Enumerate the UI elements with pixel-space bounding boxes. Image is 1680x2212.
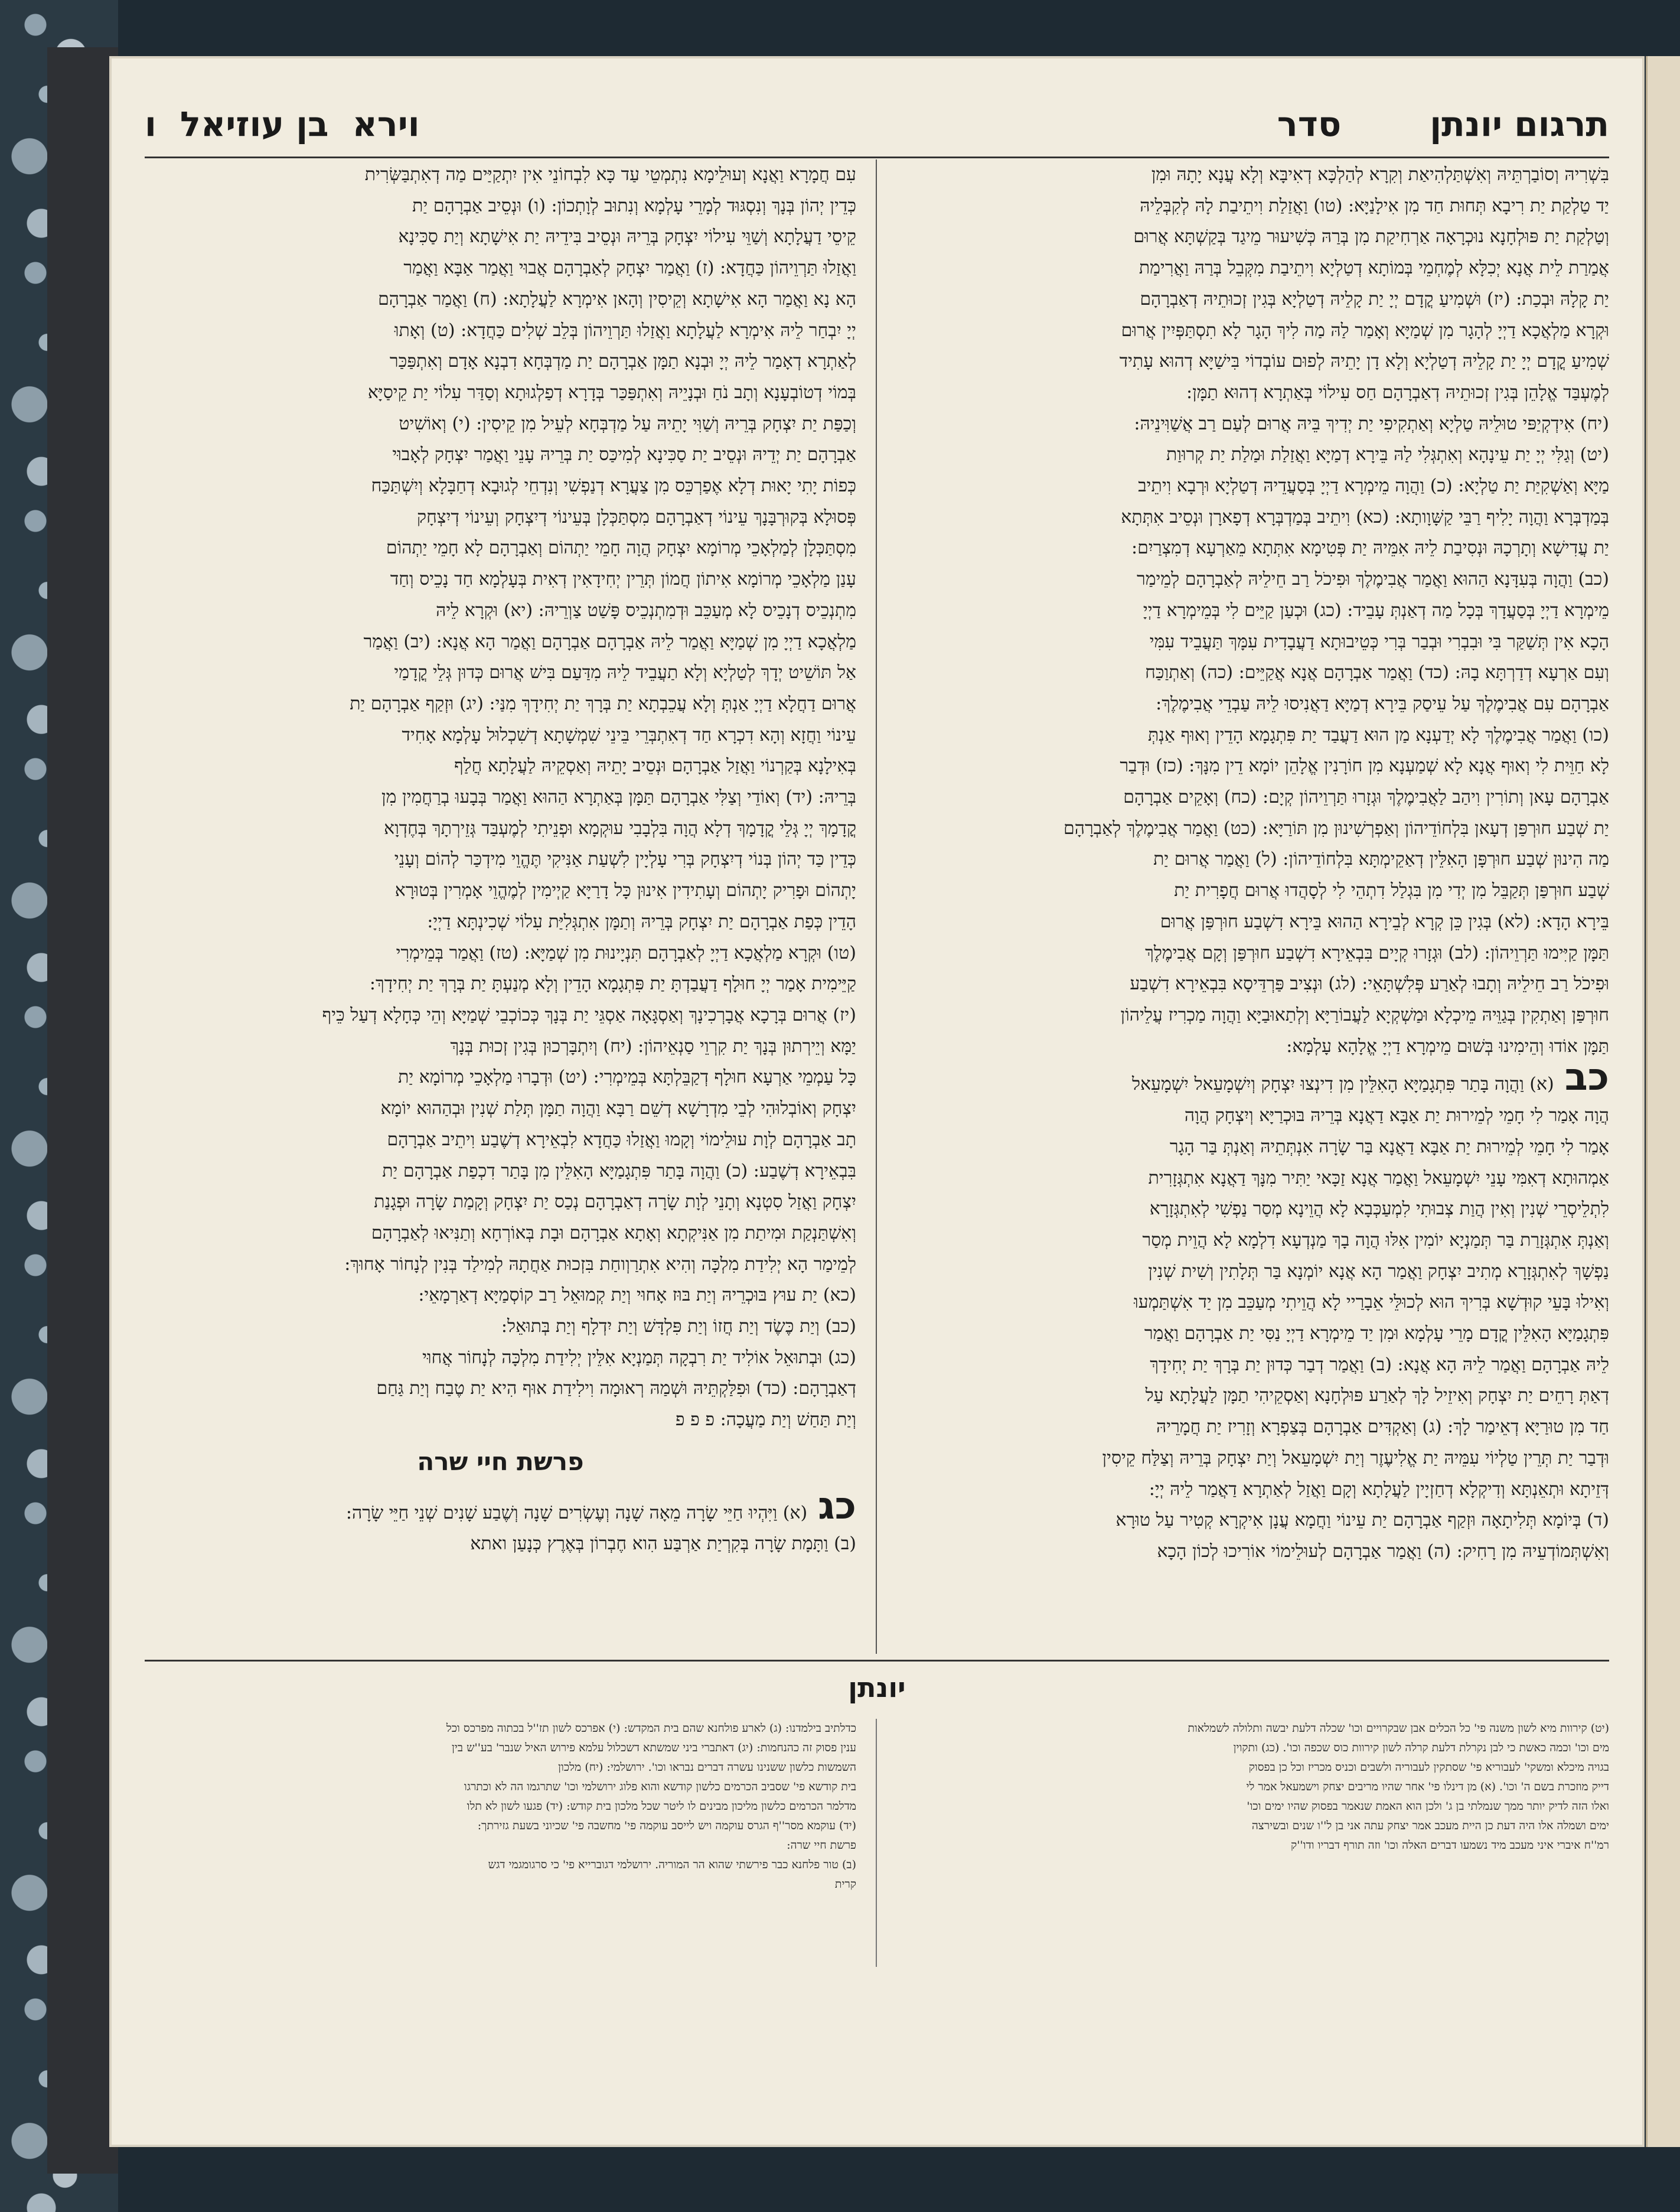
text-line: תָב אַבְרָהָם לְוָת עוּלֵימוֹי וְקָמוּ וַאֲזַלוּ כַּחֲדָא לִבְאֵירָא דְשֶׁבַע וִיתֵיב אַבְרָהָם [387, 1129, 856, 1150]
text-line: חַד מִן טוּרַיָּא דְאֵימַר לָךְ: (ג) וְאַקְדִּים אַבְרָהָם בְּצַפְרָא וְזָרִיז יַת חֲמָרֵיהּ [1156, 1416, 1609, 1438]
commentary-title: יונתן [848, 1672, 906, 1703]
text-line: יַמָּא וְיֵירְתוּן בְּנָךְ יַת קִרְוֵי סַנְאֵיהוֹן: (יח) וְיִתְבָּרְכוּן בְּגִין זְכוּת בְּנָךְ [450, 1035, 856, 1057]
text-line: (כו) וַאֲמַר אֲבִימֶלֶךְ לָא יְדַעְנָא מַן הוּא דַעֲבַד יַת פִּתְגָמָא הָדֵין וְאוּף אַנְתְּ [1148, 724, 1609, 745]
text-line: אַבְרָהָם עִם אֲבִימֶלֶךְ עַל עֵיסַק בֵּירָא דְמַיָּא דַאֲנִיסוּ לֵיהּ עַבְדֵי אֲבִימֶלֶךְ: [1156, 693, 1609, 714]
text-column-right [898, 159, 1609, 1654]
text-line: בית קודשא פי' שסביב הכרמים כלשון קודשא והוא פלוג ירושלמי וכו' שתרגמו הה לא וכתרגו [464, 1780, 856, 1793]
text-line: יָתְהוֹם וּפָרִיק יָתְהוֹם וְעָתִידִין אִינוּן כָּל דָרַיָּא קַיְימִין לְמֶהֱוֵי אָמְרִין בְּטוּרָא [394, 880, 856, 901]
text-line: אָמַר לִי חָמֵי לְמֵירוּת יַת אַבָּא דַאֲנָא בַּר שָׂרָה אִנְתְּתֵיהּ וְאַנְתְּ בַּר הָגָר [1169, 1136, 1609, 1157]
text-line: וְאַנְתְּ אִתְגְּזָרַת בַּר תְּמַנְיָא יוֹמִין אִלּוּ הֲוָה בָךְ מַנְדְעָא דִלְמָא לָא הֲוֵית מְסַר [1142, 1229, 1609, 1250]
text-line: קרית [834, 1878, 856, 1891]
text-line: (א) וַיִּהְיוּ חַיֵּי שָׂרָה מֵאָה שָׁנָה וְעֶשְׂרִים שָׁנָה וְשֶׁבַע שָׁנִים שְׁנֵי חַיֵּי שָׂרָה: [345, 1502, 808, 1523]
text-line: בְּאִילָנָא בְּקַרְנוֹי וַאֲזַל אַבְרָהָם וּנְסֵיב יָתֵיהּ וְאַסְקֵיהּ לַעֲלָתָא חֲלַף [454, 755, 856, 777]
text-line: כְּדֵין יְהוֹן בְּנָךְ וְנִסְגּוּד לְמָרֵי עָלְמָא וְנִתוּב לְוָתְכוֹן: (ו) וּנְסֵיב אַבְרָהָם יַת [412, 195, 856, 216]
text-line: (כא) יַת עוּץ בּוּכְרֵיהּ וְיַת בּוּז אָחוּי וְיַת קְמוּאֵל רַב קוֹסְמַיָּא דְאַרְמָאֵי: [418, 1285, 856, 1306]
text-line: יְיָ יִבְחַר לֵיהּ אִימְרָא לַעֲלָתָא וַאֲזַלוּ תַּרְוֵיהוֹן בְּלֵב שְׁלִים כַּחֲדָא: (ט) וְאָתוּ [394, 320, 856, 341]
header-left-title: בן עוזיאל [180, 104, 329, 144]
text-line: יַת עֲדִישָׁא וְתָרְכָהּ וּנְסִיבַת לֵיהּ אִמֵּיהּ יַת פְּטִימָא אִתְּתָא מֵאַרְעָא דְמִצְרַיִם: [1131, 537, 1609, 559]
text-line: בֵּירָא הָדָא: (לא) בְּגִין כֵּן קְרָא לְבֵירָא הַהוּא בֵּירָא דִשְׁבַע חוּרְפַּן אֲרוּם [1160, 911, 1609, 932]
text-line: (כב) וְיַת כֶּשֶׂד וְיַת חֲזוֹ וְיַת פִּלְדָּשׁ וְיַת יִדְלָף וְיַת בְּתוּאֵל: [501, 1316, 856, 1337]
running-header [145, 92, 1609, 157]
text-line: כדלתיב בילמדנו: (ג) לארע פולחנא שהם בית המקדש: (י) אפרכס לשון תז''ל בכתוה מפרכס וכל [446, 1722, 856, 1735]
main-text-area [145, 159, 1609, 1654]
text-line: (יד) עוקמא מסר''ף הגרס עוקמה ויש לייסב עוקמה פי' מחשבה פי' שכיוני בשעת גזירתך: [477, 1819, 856, 1832]
text-line: פִּתְגָמַיָּא הָאִלֵּין קֳדָם מָרֵי עָלְמָא וּמִן יַד מֵימְרָא דַיְיָ נַסִּי יַת אַבְרָהָם וַאֲמַר [1144, 1323, 1609, 1344]
text-line: ימים ושמלה אלו היה דעת כן היית מעכב אמר יצחק עתה אני בן ל''ו שנים ובשירצה [1251, 1819, 1609, 1832]
text-line: וּדְבַר יַת תְּרֵין טַלְיוֹי עִמֵּיהּ יַת אֱלִיעֶזֶר וְיַת יִשְׁמָעֵאל וְיַת יִצְחָק בְּרֵיהּ וְצַלַּח קֵיסִין [1102, 1447, 1609, 1468]
text-line: מדלמר הכרמים כלשון מליכון מבינים לו ליטר שכל מלכון בית קודש: (יד) פגעו לשון לא תלו [467, 1800, 856, 1813]
chapter-marker-line [898, 1062, 1609, 1100]
text-line: שְׁמִיעַ קֳדָם יְיָ יַת קָלֵיהּ דְטַלְיָא וְלָא דָן יָתֵיהּ לְפוּם עוֹבְדוֹי בִּישַׁיָּא דְהוּא עָתִיד [1119, 351, 1609, 372]
text-line: וּפִיכֹל רַב חֵילֵיהּ וְתָבוּ לְאַרַע פְּלִשְׁתָּאֵי: (לג) וּנְצִיב פַּרְדֵּיסָא בִּבְאֵירָא דִשְׁבַע [1130, 973, 1609, 995]
text-line: אֲרוּם דַחֲלָא דַיְיָ אַנְתְּ וְלָא עֲכֵבְתָא יַת בְּרָךְ יַת יְחִידָךְ מִנַּי: (יג) וּזְקַף אַבְרָהָם יַת [350, 693, 856, 714]
left-column-lines [145, 159, 856, 1436]
text-line: בִּבְאֵירָא דְשֶׁבַע: (כ) וַהֲוָה בָּתַר פִּתְגָמַיָּא הָאִלֵּין מִן בָּתַר דִכְפַת אַבְרָהָם יַת [382, 1160, 856, 1181]
text-line: (ב) טור פלחנא כבר פירשתי שהוא הר המוריה. ירושלמי דגוברייא פי' כי סרגומגמי דגש [488, 1858, 856, 1871]
text-line: אַל תּוֹשֵׁיט יְדָךְ לְטַלְיָא וְלָא תַעֲבֵיד לֵיהּ מִדַּעַם בִּישׁ אֲרוּם כְּדוּן גְּלֵי קֳדָמַי [394, 662, 856, 683]
text-line: אַמְהוּתָא דְאִמִּי עָנֵי יִשְׁמָעֵאל וַאֲמַר אֲנָא זַכָּאי יַתִּיר מִנָּךְ דַאֲנָא אִתְגְּזָרִית [1148, 1167, 1609, 1188]
header-rule [145, 157, 1609, 158]
right-column-lines-after [898, 1100, 1609, 1568]
text-line: בגויה מיכלא ומשקי' לעבוריא פי' שסתקין לעבוריה ולשבים וכניס מכריז וכל כן בפסוק [1248, 1761, 1609, 1774]
text-line: דייק מוזכרת בשם ה' וכו'. (א) מן דינלו פי' אחר שהיו מריבים יצחק וישמעאל אמר לי [1246, 1780, 1609, 1793]
text-line: עָנַן מַלְאָכֵי מְרוֹמָא אִיתוֹן חֲמוֹן תְּרֵין יְחִידָאִין דְאִית בְּעָלְמָא חַד נָכֵיס וְחַד [390, 569, 856, 590]
text-line: (טו) וּקְרָא מַלְאֲכָא דַיְיָ לְאַבְרָהָם תִּנְיָינוּת מִן שְׁמַיָּא: (טז) וַאֲמַר בְּמֵימְרִי [396, 942, 856, 963]
text-line: לְמֶעְבַּד אֱלָהֵן בְּגִין זְכוּתֵיהּ דְאַבְרָהָם חַס עִילוֹי בְּאַתְרָא דְהוּא תַמָּן: [1186, 382, 1609, 403]
text-line: נַפְשָׁךְ לְאִתְגְּזָרָא מְתִיב יִצְחָק וַאֲמַר הָא אֲנָא יוֹמְנָא בַּר תְּלָתִין וְשִׁית שְׁנִין [1148, 1260, 1609, 1282]
text-line: חוּרְפַּן וְאַתְקִין בְּגַוֵּיהּ מֵיכְלָא וּמַשְׁקְיָא לַעֲבוֹרַיָּא וְלְתַאוּבַיָּא וַהֲוָה מַכְרִיז עֲלֵיהוֹן [1120, 1004, 1609, 1025]
text-line: כָּל עַמְמֵי אַרְעָא חוּלָף דְקַבֵּלְתָּא בְּמֵימְרִי: (יט) וּדְבָרוּ מַלְאָכֵי מְרוֹמָא יַת [398, 1067, 856, 1088]
chapter-marker-line [145, 1491, 856, 1529]
text-line: עֵינוֹי וַחֲזָא וְהָא דִכְרָא חַד דְאִתְבְּרֵי בֵּינֵי שִׁמְשָׁתָא דְשִׁכְלוּל עָלְמָא אָחִיד [402, 724, 856, 745]
text-line: שְׁבַע חוּרְפַּן תְּקַבֵּל מִן יְדִי מִן בִּגְלַל דִתְהֵי לִי לְסָהֲדוּ אֲרוּם חֲפָרִית יַת [1174, 880, 1609, 901]
text-line: יַת קָלָהּ וּבְכַת: (יז) וּשְׁמִיעַ קֳדָם יְיָ יַת קָלֵיהּ דְטַלְיָא בְּגִין זְכוּתֵיהּ דְאַבְרָהָם [1140, 288, 1609, 310]
text-line: עִם חֲמָרָא וַאֲנָא וְעוּלֵימָא נִתְמְטֵי עַד כָּא לִבְחוֹנֵי אִין יִתְקַיַּים מַה דְאִתְבַּשְּׂרִית [364, 164, 856, 185]
text-line: לָא חַוֵּית לִי וְאוּף אֲנָא לָא שְׁמַעְנָא מִן חוֹרָנִין אֱלָהֵן יוֹמָא דֵין מִנָּךְ: (כז) וּדְבַר [1120, 755, 1609, 777]
text-line: דְאַבְרָהָם: (כד) וּפִלַּקְתֵּיהּ וּשְׁמַהּ רְאוּמָה וִילִידַת אוּף הִיא יַת טֶבַח וְיַת גַּחַם [376, 1378, 856, 1399]
text-line: וְעִם אַרְעָא דְדַרְתָּא בָהּ: (כד) וַאֲמַר אַבְרָהָם אֲנָא אֲקַיֵּים: (כה) וְאַתְוַכַּח [1145, 662, 1609, 683]
text-column-left [145, 159, 856, 1654]
header-parasha: וירא [352, 104, 420, 144]
text-line: מִתְנְכֵיס דְנָכֵיס לָא מְעַכֵּב וּדְמִתְנְכֵיס פָּשַׁט צַוְרֵיהּ: (יא) וּקְרָא לֵיהּ [436, 600, 856, 621]
text-line: ואלו הזה לדיק יותר ממך שנמלתי בן ג' ולכן הוא האמת שנאמר בפסוק שהיו ימים וכו' [1247, 1800, 1609, 1813]
header-left-group [145, 104, 420, 144]
text-line: מַלְאֲכָא דַיְיָ מִן שְׁמַיָּא וַאֲמַר לֵיהּ אַבְרָהָם אַבְרָהָם וַאֲמַר הָא אֲנָא: (יב) וַאֲמַר [363, 631, 856, 652]
book-page [109, 56, 1645, 2147]
text-line: (ד) בְּיוֹמָא תְּלִיתָאָה וּזְקַף אַבְרָהָם יַת עֵינוֹי וַחֲמָא עֲנָן אִיקְרָא קְטִיר עַל טוּרָא [1115, 1510, 1609, 1531]
text-line: מים וכו' וכמה כאשת כי לבן נקרלת דלעת קרלה לשון קירוות כוס שכפה וכו'. (כג) ותקוין [1233, 1741, 1609, 1754]
commentary-notes [145, 1719, 1609, 1967]
commentary-rule [145, 1660, 1609, 1662]
header-center-title: סדר [1277, 104, 1342, 144]
text-line: לֵיהּ אַבְרָהָם וַאֲמַר לֵיהּ הָא אֲנָא: (ב) וַאֲמַר דְבַר כְּדוּן יַת בְּרָךְ יַת יְחִידָךְ [1150, 1354, 1609, 1375]
text-line: לְאַתְרָא דְאָמַר לֵיהּ יְיָ וּבְנָא תַמָּן אַבְרָהָם יַת מַדְבְּחָא דִבְנָא אָדָם וְאִתְפַּכַּר [389, 351, 856, 372]
text-line: (א) וַהֲוָה בָּתַר פִּתְגָמַיָּא הָאִלֵּין מִן דִינְצוּ יִצְחָק וְיִשְׁמָעֵאל יִשְׁמָעֵאל [1132, 1074, 1554, 1095]
book-spine-edge [47, 47, 118, 2174]
parasha-heading: פרשת חיי שרה [417, 1447, 584, 1476]
text-line: וְיַת תַּחַשׁ וְיַת מַעֲכָה: פ פ פ [675, 1409, 856, 1431]
text-line: הֲוָה אָמַר לִי חָמֵי לְמֵירוּת יַת אַבָּא דַאֲנָא בְּרֵיהּ בּוּכְרַיָּא וְיִצְחָק הֲוָה [1184, 1105, 1609, 1126]
text-line: (ב) וַתָּמָת שָׂרָה בְּקִרְיַת אַרְבַּע הִוא חֶבְרוֹן בְּאֶרֶץ כְּנָעַן ואתא [470, 1533, 856, 1555]
text-line: וּקְרָא מַלְאֲכָא דַיְיָ לְהָגָר מִן שְׁמַיָּא וְאָמַר לַהּ מַה לִיךְ הָגָר לָא תִסְתַּפְּיִין אֲרוּם [1121, 320, 1609, 341]
column-divider [876, 159, 877, 1654]
text-line: לְמֵימַר הָא יְלִידַת מִלְכָּה וְהִיא אִתְרַוְוחַת בִּזְכוּת אַחֲתָהּ לְמִילַד בְּנִין לְנָחוֹר אָחוּךְ: [344, 1253, 856, 1275]
header-right-group [1277, 104, 1609, 144]
text-line: הָא נָא וַאֲמַר הָא אִישָׁתָא וְקֵיסִין וְהָאן אִימְרָא לַעֲלָתָא: (ח) וַאֲמַר אַבְרָהָם [378, 288, 856, 310]
header-right-title: תרגום יונתן [1430, 104, 1609, 144]
text-line: אַבְרָהָם יַת יְדֵיהּ וּנְסֵיב יַת סַכִּינָא לְמִיכַּס יַת בְּרֵיהּ עָנֵי וַאֲמַר יִצְחָק לְאָבוּי [392, 444, 856, 465]
next-page-edge [1646, 56, 1680, 2147]
text-line: וְאִשְׁתְּמוֹדְעֵיהּ מִן רָחִיק: (ה) וַאֲמַר אַבְרָהָם לְעוּלֵימוֹי אוֹרִיכוּ לְכוֹן הָכָא [1157, 1540, 1609, 1562]
text-line: (יז) אֲרוּם בְּרָכָא אֲבָרְכִינָךְ וְאַסְגָּאָה אַסְגֵּי יַת בְּנָךְ כְּכוֹכְבֵי שְׁמַיָּא וְהֵי כְּחָלָא דְעַל כֵּיף [322, 1004, 856, 1025]
text-line: קֳדָמָךְ יְיָ גְּלֵי קֳדָמָךְ דְלָא הֲוָה בִּלְבָבִי עוּקְמָא וּפְנֵיתִי לְמֶעְבַּד גְּזֵירְתָךְ בְּחֶדְוָא [384, 817, 856, 839]
text-line: בִּשְׁרִיהּ וְסוֹבַרְתֵּיהּ וְאִשְׁתַּלְהִיאַת וְקִרָא לְהַלְכָּא דְאִיבָּא וְלָא עֲנָא יָתָהּ וּמִן [1151, 164, 1609, 185]
text-line: יַת שְׁבַע חוּרְפַּן דְעָאן בִּלְחוֹדֵיהוֹן וְאַפְרְשִׁינוּן מִן תּוֹרַיָּא: (כט) וַאֲמַר אֲבִימֶלֶךְ לְאַבְרָהָם [1063, 817, 1609, 839]
text-line: (יח) אִידְקְיַפּי טוּלֵיהּ טַלְיָא וְאַתְקִיפִי יַת יְדִיךְ בֵּיהּ אֲרוּם לְעַם רַב אֲשַׁוִּינֵיהּ: [1134, 413, 1609, 434]
text-line: תַּמָּן קַיִּימוּ תַּרְוֵיהוֹן: (לב) וּגְזָרוּ קְיָים בִּבְאֵירָא דִשְׁבַע חוּרְפַּן וְקָם אֲבִימֶלֶךְ [1145, 942, 1609, 963]
chapter-marker-22: כב [1564, 1062, 1609, 1100]
text-line: בְּמַדְבְּרָא וַהֲוָה יָלִיף רַבֵּי קַשָּׁוָותָא: (כא) וִיתֵיב בְּמַדְבְּרָא דְפָארָן וּנְסֵיב אִתְּתָא [1121, 506, 1609, 527]
commentary-column-right [898, 1719, 1609, 1967]
text-line: וְכַפַּת יַת יִצְחָק בְּרֵיהּ וְשַׁוִּי יָתֵיהּ עַל מַדְבְּחָא לְעֵיל מִן קֵיסִין: (י) וְאוֹשִׁיט [399, 413, 856, 434]
text-line: (כג) וּבְתוּאֵל אוֹלִיד יַת רִבְקָה תְּמַנְיָא אִלֵּין יְלִידַת מִלְכָּה לְנָחוֹר אֲחוּי [422, 1347, 856, 1368]
text-line: מֵימְרָא דַיְיָ בְּסַעֲדָךְ בְּכָל מַה דְאַנְתְּ עָבֵיד: (כג) וּכְעַן קַיֵּים לִי בְּמֵימְרָא דַיְיָ [1143, 600, 1609, 621]
text-line: וַאֲזַלוּ תַּרְוֵיהוֹן כַּחֲדָא: (ז) וַאֲמַר יִצְחָק לְאַבְרָהָם אֲבוּי וַאֲמַר אַבָּא וַאֲמַר [403, 258, 856, 279]
text-line: ענין פסוק זה כהנחמות: (יג) דאתברי ביני שמשתא דשכלול עלמא פירוש האיל שנבר' בע''ש בין [452, 1741, 856, 1754]
text-line: מִסְתַּכְּלָן לְמַלְאָכֵי מְרוֹמָא יִצְחָק הֲוָה חָמֵי יַתְהוֹם וְאַבְרָהָם לָא חָמֵי יַתְהוֹם [386, 537, 856, 559]
text-line: תַּמָּן אוֹדוּ וְהֵימִינוּ בְּשׁוּם מֵימְרָא דַיְיָ אֱלָהָא עָלְמָא: [1286, 1035, 1609, 1057]
text-line: וְאִילוּ בָּעֵי קוּדְשָׁא בְּרִיךְ הוּא לְכוּלֵּי אֵבָרַיי לָא הֲוֵיתִי מְעַכֵּב מִן יַד אִשְׁתַּמְעוּ [1134, 1292, 1609, 1313]
text-line: בְּמוֹי דְטוֹבְעָנָא וְתָב נֹחַ וּבְנָיֵיהּ וְאִתְפַּכַּר בְּדָרָא דְפַלְגוּתָא וְסַדַּר עִלוֹי יַת קֵיסַיָּא [367, 382, 856, 403]
text-line: יִצְחָק וַאֲזַל סִטְנָא וְתָנֵי לְוָת שָׂרָה דְאַבְרָהָם נְכַס יַת יִצְחָק וְקָמַת שָׂרָה וּפְגָנַת [374, 1191, 856, 1213]
text-line: כְּפוֹת יָתִי יָאוּת דְלָא אֶפַרְכֵּס מִן צַעֲרָא דְנַפְשִׁי וְנִדְחֵי לְגוּבָא דְחַבָּלָא וְיִשְׁתַּכַּח [371, 475, 856, 497]
text-line: דְאַתְּ רָחֵים יַת יִצְחָק וְאִיזֵיל לָךְ לְאַרַע פּוּלְחָנָא וְאַסְקֵיהִי תַמָּן לַעֲלָתָא עַל [1145, 1385, 1609, 1406]
commentary-column-left [145, 1719, 856, 1967]
text-line: וְאִשְׁתַּנְקַת וּמִיתַת מִן אַנִּיקְתָא וְאָתָא אַבְרָהָם וּבָת בְּאוֹרְחָא וְתַנִּיאוּ לְאַבְרָהָם [371, 1222, 856, 1243]
text-line: פרשת חיי שרה: [787, 1839, 856, 1852]
text-line: הָכָא אִין תְּשַׁקַּר בִּי וּבִבְרִי וּבְבַר בְּרִי כְּטֵיבוּתָא דַעֲבָדִית עִמָּךְ תַּעֲבֵיד עִמִּי [1149, 631, 1609, 652]
chapter-marker-23: כג [818, 1490, 856, 1528]
commentary-divider [876, 1719, 877, 1967]
text-line: אֲמַרַת לֵית אֲנָא יְכִלָּא לְמֶחְמֵי בְּמוֹתָא דְטַלְיָא וִיתֵיבַת מִקְּבֵל בְּרַהּ וַאֲרִימַת [1139, 258, 1609, 279]
text-line: כְּדֵין כַּד יְהוֹן בְּנוֹי דְיִצְחָק בְּרִי עָלְיָין לִשְׁעַת אַנִּיקִי תֶּהֱוֵי מִידְכַּר לְהוֹם וְעָנֵי [394, 849, 856, 870]
text-line: (יט) קירוות מיא לשון משנה פי' כל הכלים אבן שבקרויים וכו' שכלה דלעת יבשה ותלולה לשמלאות [1188, 1722, 1609, 1735]
text-line: יַד טַלְקַת יַת רִיבָא תְּחוּת חַד מִן אִילָנַיָּא: (טו) וַאֲזַלַת וִיתֵיבַת לָהּ לְקִבְּלֵיהּ [1140, 195, 1609, 216]
text-line: (כב) וַהֲוָה בְּעִדָּנָא הַהוּא וַאֲמַר אֲבִימֶלֶךְ וּפִיכֹל רַב חֵילֵיהּ לְאַבְרָהָם לְמֵימַר [1137, 569, 1609, 590]
text-line: השמשות כלשון ששנינו עשרה דברים נבראו וכו'. ירושלמי: (יח) מלכון [558, 1761, 856, 1774]
text-line: וְטַלְקַת יַת פּוּלְחָנָא נוּכְרָאָה אַרְחִיקַת מִן בְּרַהּ כְּשִׁיעוּר מֵיגַד בְּקַשְׁתָּא אֲרוּם [1133, 226, 1609, 247]
text-line: פְּסוּלָא בְּקוּרְבָּנָךְ עֵינוֹי דְאַבְרָהָם מִסְתַּכְּלָן בְּעֵינוֹי דְיִצְחָק וְעֵינוֹי דְיִצְחָק [417, 506, 856, 527]
text-line: אַבְרָהָם עָאן וְתוֹרִין וִיהַב לַאֲבִימֶלֶךְ וּגְזָרוּ תַּרְוֵיהוֹן קְיָם: (כח) וְאָקֵים אַבְרָהָם [1123, 787, 1609, 808]
text-line: מַה הִינוּן שְׁבַע חוּרְפָּן הָאִלֵּין דְאַקֵימְתָּא בִּלְחוֹדֵיהוֹן: (ל) וַאֲמַר אֲרוּם יַת [1153, 849, 1609, 870]
text-line: מַיָּא וְאַשְׁקִיַּת יַת טַלְיָא: (כ) וַהֲוָה מֵימְרָא דַיְיָ בְּסַעֲדֵיהּ דְטַלְיָא וּרְבָא וִיתֵיב [1138, 475, 1609, 497]
text-line: קַיֵּימִית אָמַר יְיָ חוּלָף דַעֲבַדְתָּ יַת פִּתְגָמָא הָדֵין וְלָא מְנַעְתָּ יַת בְּרָךְ יַת יְחִידָךְ: [369, 973, 856, 995]
text-line: הָדֵין כְּפַת אַבְרָהָם יַת יִצְחָק בְּרֵיהּ וְתַמָּן אִתְגְּלִיַּת עִלוֹי שְׁכִינְתָּא דַיְיָ: [427, 911, 856, 932]
text-line: לִתְלֵיסְרֵי שְׁנִין וְאִין הֲוַת צְבוּתִי לִמְעַכְּבָא לָא הֲוֵינָא מְסַר נַפְשִׁי לְאִתְגְּזָרָא [1149, 1198, 1609, 1220]
text-line: רמ''ח איברי איני מעכב מיד נשמעו דברים האלה וכו' וזה תורף דבריו ודו''ק [1290, 1839, 1609, 1852]
text-line: קֵיסֵי דַעֲלָתָא וְשַׁוֵּי עִילוֹי יִצְחָק בְּרֵיהּ וּנְסֵיב בִּידֵיהּ יַת אִישָׁתָא וְיַת סַכִּינָא [398, 226, 856, 247]
page-number: ו [145, 104, 156, 144]
right-column-lines [898, 159, 1609, 1062]
text-line: בְּרֵיהּ: (יד) וְאוֹדֵי וְצַלִּי אַבְרָהָם תַּמָּן בְּאַתְרָא הַהוּא וַאֲמַר בְּבָעוּ בְרַחֲמִין מִן [381, 787, 856, 808]
text-line: (יט) וְגַלִּי יְיָ יַת עֵינָהָא וְאִתְגְּלִי לַהּ בֵּירָא דְמַיָּא וַאֲזַלַת וּמַלַת יַת קְרוּוַת [1166, 444, 1609, 465]
text-line: יִצְחָק וְאוֹבְלוּהִי לְבֵי מִדְרָשָׁא דְשֵׁם רַבָּא וַהֲוָה תַמָּן תְּלַת שְׁנִין וּבְהַהוּא יוֹמָא [380, 1098, 856, 1119]
text-line: דְּזֵיתָא וּתְאֵנְתָּא וְדִיקְלָא דְחַזְיָין לַעֲלָתָא וְקָם וַאֲזַל לְאַתְרָא דַאֲמַר לֵיהּ יְיָ: [1149, 1478, 1609, 1500]
